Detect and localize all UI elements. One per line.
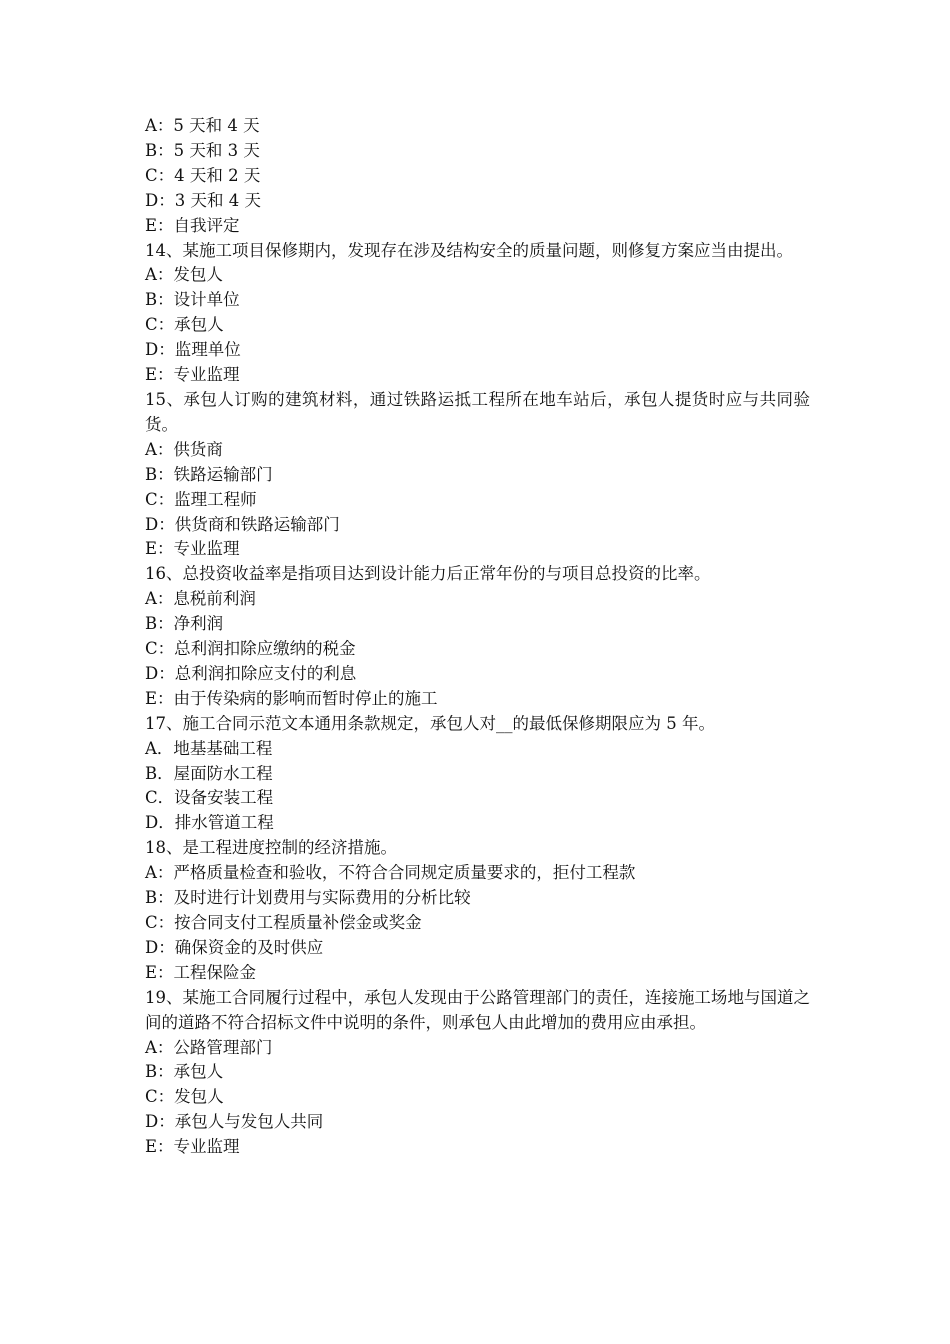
option-text: D．排水管道工程 <box>145 813 274 833</box>
option-text: A：公路管理部门 <box>145 1037 273 1057</box>
option-text: A：发包人 <box>145 265 223 285</box>
question-text: 17、施工合同示范文本通用条款规定，承包人对__的最低保修期限应为 5 年。 <box>145 713 715 733</box>
option-text: C：监理工程师 <box>145 489 257 509</box>
question-text: 15、承包人订购的建筑材料，通过铁路运抵工程所在地车站后，承包人提货时应与共同验货。 <box>145 389 810 434</box>
option-text: D：监理单位 <box>145 340 241 360</box>
option-text: B：5 天和 3 天 <box>145 140 260 160</box>
option-text: D：确保资金的及时供应 <box>145 937 324 957</box>
option-text: C：发包人 <box>145 1087 224 1107</box>
option-text: B：铁路运输部门 <box>145 464 273 484</box>
option-text: A：5 天和 4 天 <box>145 116 260 135</box>
option-text: E：专业监理 <box>145 539 240 559</box>
option-text: B：承包人 <box>145 1062 224 1082</box>
option-text: C：总利润扣除应缴纳的税金 <box>145 639 356 659</box>
option-text: D：供货商和铁路运输部门 <box>145 514 340 534</box>
option-text: A：严格质量检查和验收，不符合合同规定质量要求的，拒付工程款 <box>145 863 636 883</box>
option-text: C．设备安装工程 <box>145 788 274 808</box>
option-text: D：承包人与发包人共同 <box>145 1112 324 1132</box>
option-text: C：承包人 <box>145 315 224 335</box>
option-text: B．屋面防水工程 <box>145 763 273 783</box>
option-text: E：工程保险金 <box>145 962 257 982</box>
option-text: E：自我评定 <box>145 215 240 235</box>
option-text: E：专业监理 <box>145 365 240 385</box>
option-text: A：供货商 <box>145 439 223 459</box>
document-body <box>145 114 810 1160</box>
option-text: B：及时进行计划费用与实际费用的分析比较 <box>145 888 471 908</box>
question-text: 19、某施工合同履行过程中，承包人发现由于公路管理部门的责任，连接施工场地与国道之间的道路不符合招标文件中说明的条件，则承包人由此增加的费用应由承担。 <box>145 987 810 1032</box>
option-text: E：由于传染病的影响而暂时停止的施工 <box>145 688 438 708</box>
option-text: B：净利润 <box>145 614 224 634</box>
question-text: 18、是工程进度控制的经济措施。 <box>145 838 397 858</box>
option-text: A．地基基础工程 <box>145 738 273 758</box>
option-text: D：总利润扣除应支付的利息 <box>145 663 357 683</box>
option-text: A：息税前利润 <box>145 589 256 609</box>
question-text: 16、总投资收益率是指项目达到设计能力后正常年份的与项目总投资的比率。 <box>145 564 711 584</box>
question-text: 14、某施工项目保修期内，发现存在涉及结构安全的质量问题，则修复方案应当由提出。 <box>145 240 793 260</box>
option-text: B：设计单位 <box>145 290 240 310</box>
option-text: C：4 天和 2 天 <box>145 165 261 185</box>
option-text: C：按合同支付工程质量补偿金或奖金 <box>145 913 422 932</box>
option-text: E：专业监理 <box>145 1137 240 1157</box>
option-text: D：3 天和 4 天 <box>145 190 261 210</box>
